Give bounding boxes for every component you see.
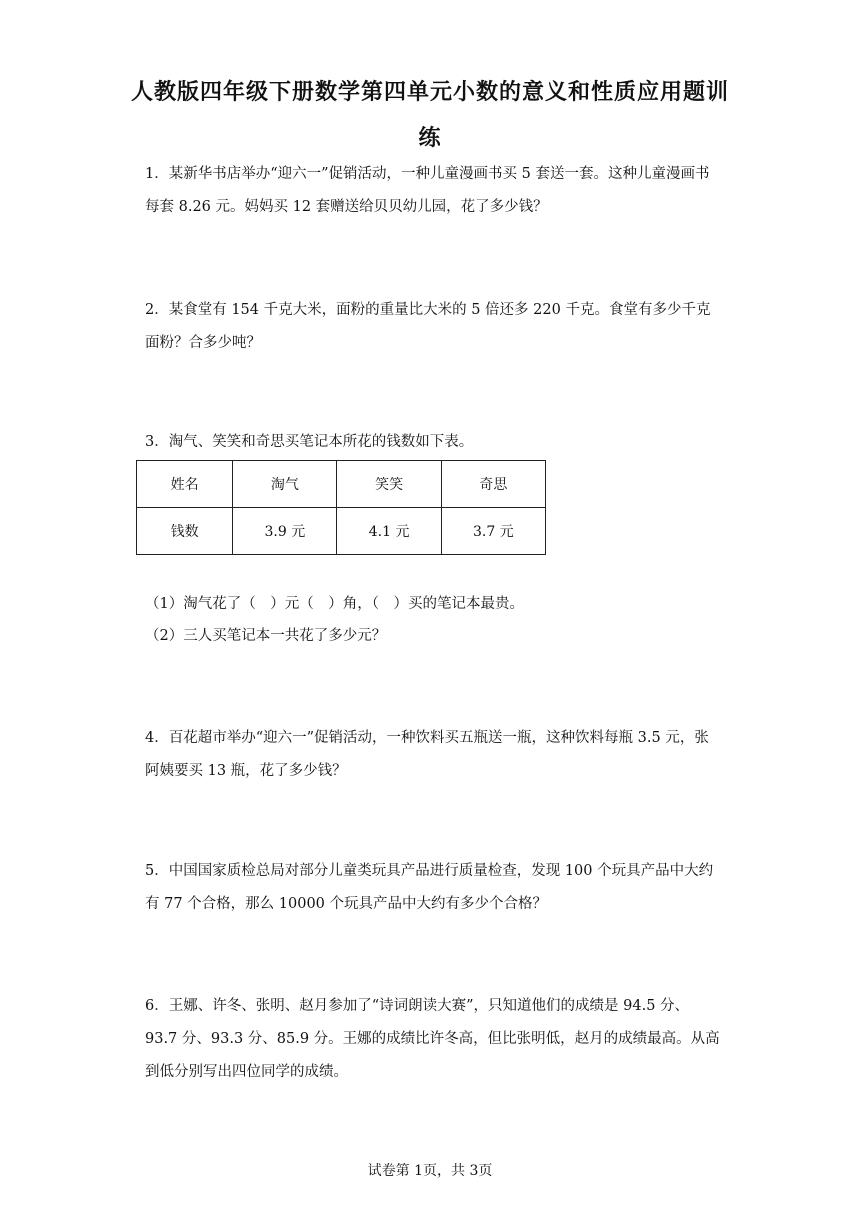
- question-3-sub-2: （2）三人买笔记本一共花了多少元？: [145, 628, 387, 644]
- question-4: 4．百花超市举办“迎六一”促销活动，一种饮料买五瓶送一瓶，这种饮料每瓶 3.5 元，张阿姨要买 13 瓶，花了多少钱？: [145, 730, 709, 779]
- page-title-line2: 练: [418, 126, 442, 151]
- page-title-line1: 人教版四年级下册数学第四单元小数的意义和性质应用题训: [130, 80, 729, 105]
- table-header-row: [137, 461, 546, 508]
- table-cell: 奇思: [441, 461, 545, 508]
- question-2: 2．某食堂有 154 千克大米，面粉的重量比大米的 5 倍还多 220 千克。食堂有多少千克面粉？合多少吨？: [145, 302, 711, 351]
- table-cell: 钱数: [137, 508, 233, 555]
- table-row: [137, 508, 546, 555]
- question-6: 6．王娜、许冬、张明、赵月参加了“诗词朗读大赛”，只知道他们的成绩是 94.5 分、93.7 分、93.3 分、85.9 分。王娜的成绩比许冬高，但比张明低，赵月的成绩最高。从高到低分别写出四位同学的成绩。: [145, 998, 720, 1080]
- question-3: 3．淘气、笑笑和奇思买笔记本所花的钱数如下表。: [145, 434, 474, 450]
- table-cell: 3.7 元: [441, 508, 545, 555]
- table-cell: 淘气: [233, 461, 337, 508]
- question-1: 1．某新华书店举办“迎六一”促销活动，一种儿童漫画书买 5 套送一套。这种儿童漫画书每套 8.26 元。妈妈买 12 套赠送给贝贝幼儿园，花了多少钱？: [145, 166, 710, 215]
- page-footer: 试卷第 1页，共 3页: [367, 1163, 493, 1179]
- question-5: 5．中国国家质检总局对部分儿童类玩具产品进行质量检查，发现 100 个玩具产品中大约有 77 个合格，那么 10000 个玩具产品中大约有多少个合格？: [145, 863, 714, 912]
- spending-table: [136, 460, 546, 555]
- question-3-sub-1: （1）淘气花了（ ）元（ ）角，（ ）买的笔记本最贵。: [145, 596, 524, 612]
- table-cell: 4.1 元: [337, 508, 441, 555]
- table-cell: 3.9 元: [233, 508, 337, 555]
- table-cell: 姓名: [137, 461, 233, 508]
- table-cell: 笑笑: [337, 461, 441, 508]
